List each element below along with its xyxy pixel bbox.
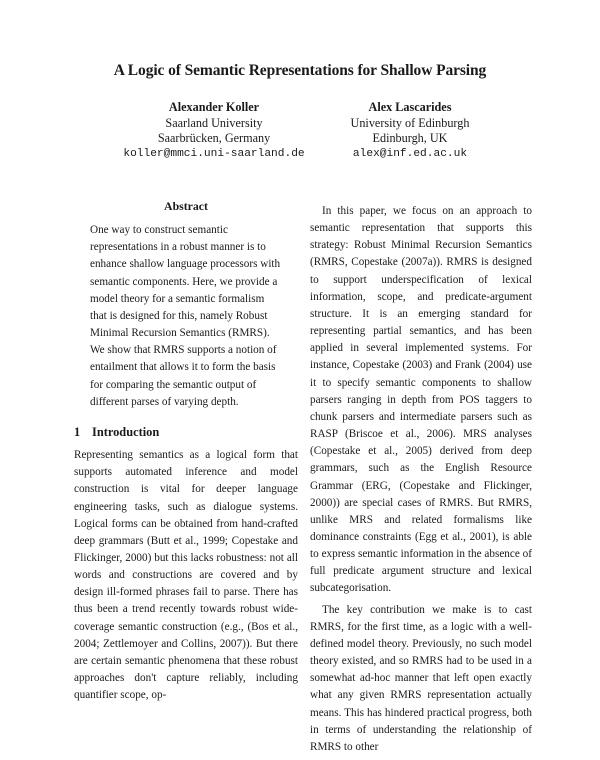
- author-location: Edinburgh, UK: [372, 131, 448, 145]
- author-name: Alexander Koller: [168, 100, 260, 114]
- body-paragraph-1: In this paper, we focus on an approach to semantic representation that supports this strategy: Robust Minimal Recursion Semantics (RMRS, Copestake (2007a)). RMRS is designed to support underspecification of lexical information, scope, and predicate-argument structure. It is an emerging standard for representing partial semantics, and has been applied in several implemented systems. For instance, Copestake (2003) and Frank (2004) use it to specify semantic components to shallow parsers ranging in depth from POS taggers to chunk parsers and intermediate parsers such as RASP (Briscoe et al., 2006). MRS analyses (Copestake et al., 2005) derived from deep grammars, such as the English Resource Grammar (ERG, (Copestake and Flickinger, 2000)) are special cases of RMRS. But RMRS, unlike MRS and related formalisms like dominance constraints (Egg et al., 2001), is able to express semantic information in the absence of full predicate argument structure and lexical subcategorisation.: [310, 205, 532, 595]
- section-title: Introduction: [92, 424, 160, 439]
- author-block-2: [280, 100, 540, 162]
- abstract-text: One way to construct semantic representations in a robust manner is to enhance shallow language processors with semantic components. Here, we provide a model theory for a semantic formalism that is designed for this, namely Robust Minimal Recursion Semantics (RMRS). We show that RMRS supports a notion of entailment that allows it to form the basis for comparing the semantic output of different parses of varying depth.: [90, 224, 281, 408]
- body-paragraph-2: The key contribution we make is to cast RMRS, for the first time, as a logic with a well-defined model theory. Previously, no such model theory existed, and so RMRS had to be used in a somewhat ad-hoc manner that left open exactly what any given RMRS representation actually means. This has hindered practical progress, both in terms of understanding the relationship of RMRS to other: [310, 603, 532, 753]
- section-number: 1: [74, 424, 81, 439]
- left-column: [74, 198, 298, 704]
- author-email[interactable]: alex@inf.ed.ac.uk: [352, 147, 468, 160]
- author-email[interactable]: koller@mmci.uni-saarland.de: [123, 147, 305, 160]
- author-location: Saarbrücken, Germany: [157, 131, 271, 145]
- right-column: [310, 203, 532, 760]
- intro-paragraph: Representing semantics as a logical form that supports automated inference and model construction is vital for deeper language engineering tasks, such as dialogue systems. Logical forms can be obtained from hand-crafted deep grammars (Butt et al., 1999; Copestake and Flickinger, 2000) but this lacks robustness: not all words and constructions are covered and by design ill-formed phrases fail to parse. There has thus been a trend recently towards robust wide-coverage semantic construction (e.g., (Bos et al., 2004; Zettlemoyer and Collins, 2007)). But there are certain semantic phenomena that these robust approaches don't capture reliably, including quantifier scope, op-: [74, 449, 298, 702]
- author-name: Alex Lascarides: [368, 100, 452, 114]
- abstract-heading: Abstract: [164, 199, 208, 213]
- author-affiliation: Saarland University: [165, 115, 263, 130]
- paper-title: A Logic of Semantic Representations for Shallow Parsing: [113, 62, 487, 79]
- author-affiliation: University of Edinburgh: [350, 115, 470, 130]
- section-heading-introduction: [74, 424, 298, 441]
